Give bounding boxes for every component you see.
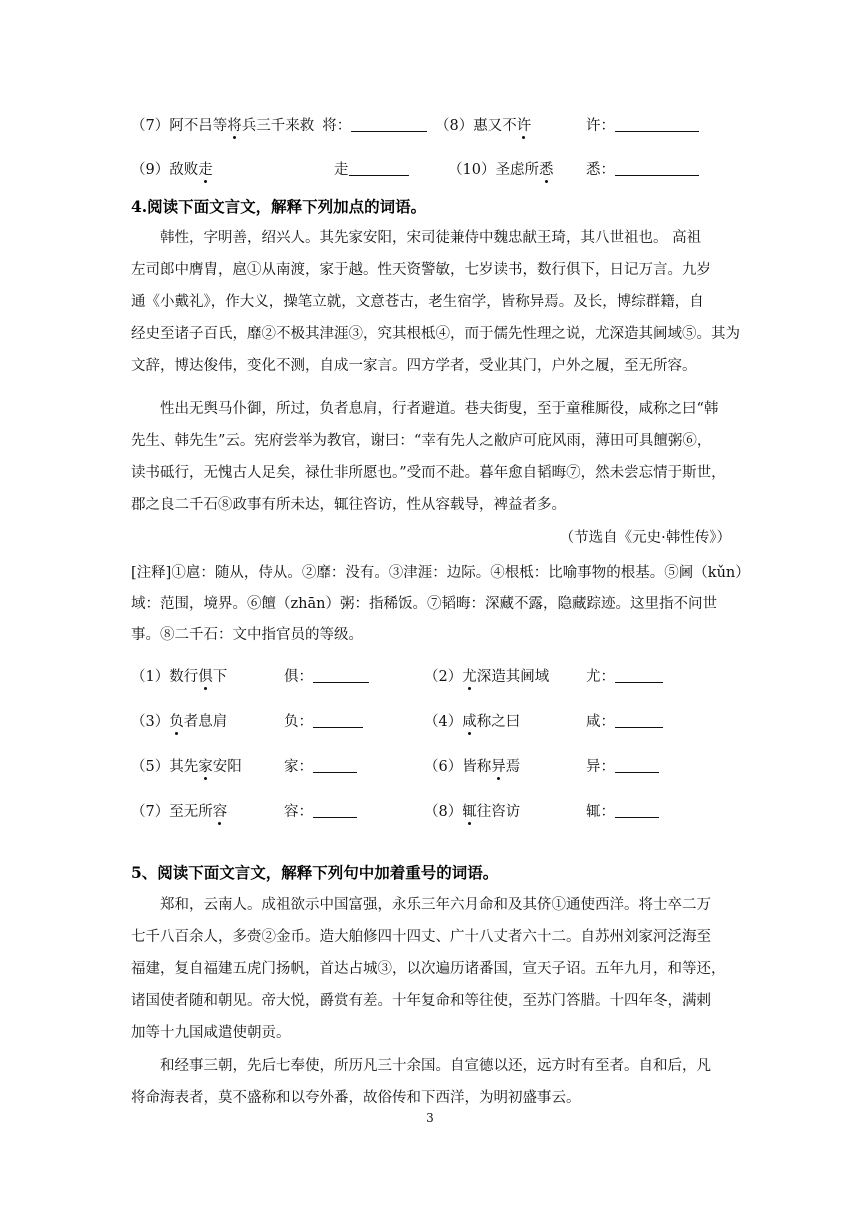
q4-para1-line: 文辞，博达俊伟，变化不测，自成一家言。四方学者，受业其门，户外之履，至无所容。 bbox=[131, 358, 697, 374]
answer-blank[interactable] bbox=[615, 117, 699, 132]
answer-blank[interactable] bbox=[351, 117, 427, 132]
answer-blank[interactable] bbox=[615, 803, 659, 818]
q4-para1-line: 通《小戴礼》，作大义，操笔立就，文意苍古，老生宿学，皆称异焉。及长，博综群籍，自 bbox=[131, 294, 704, 310]
q4-item-8-answer: 辄： bbox=[586, 802, 659, 822]
answer-blank[interactable] bbox=[313, 668, 369, 683]
q4-note-line: 域：范围，境界。⑥饘（zhān）粥：指稀饭。⑦韬晦：深藏不露，隐藏踪迹。这里指不问世 bbox=[131, 596, 717, 612]
q4-item-5: （5）其先家安阳 bbox=[131, 759, 242, 775]
answer-blank[interactable] bbox=[615, 161, 699, 176]
q5-para1-line: 福建，复自福建五虎门扬帆，首达占城③，以次遍历诸番国，宣天子诏。五年九月，和等还， bbox=[131, 961, 726, 977]
q3-item-9-answer: 走 bbox=[334, 160, 409, 180]
q4-item-8: （8）辄往咨访 bbox=[424, 804, 521, 820]
q4-item-2: （2）尤深造其阃域 bbox=[424, 669, 550, 685]
q4-para2-line: 先生、韩先生”云。宪府尝举为教官，谢曰：“幸有先人之敝庐可庇风雨，薄田可具饘粥⑥， bbox=[131, 433, 712, 449]
q3-item-9: （9）敌败走 bbox=[131, 162, 213, 178]
q4-item-7: （7）至无所容 bbox=[131, 804, 228, 820]
q4-note-line: 事。⑧二千石：文中指官员的等级。 bbox=[131, 627, 363, 643]
q3-item-8: （8）惠又不许 bbox=[435, 118, 532, 134]
q5-para1-line: 诸国使者随和朝见。帝大悦，爵赏有差。十年复命和等往使，至苏门答腊。十四年冬，满剌 bbox=[131, 993, 711, 1009]
page-number: 3 bbox=[426, 1111, 434, 1125]
q4-item-4-answer: 咸： bbox=[586, 712, 663, 732]
q4-para1-line: 韩性，字明善，绍兴人。其先家安阳，宋司徒兼侍中魏忠献王琦，其八世祖也。 高祖 bbox=[160, 230, 702, 246]
q3-item-10-answer: 悉： bbox=[586, 160, 699, 180]
q4-item-7-answer: 容： bbox=[284, 802, 357, 822]
q4-item-3: （3）负者息肩 bbox=[131, 714, 228, 730]
q4-source: （节选自《元史·韩性传》） bbox=[559, 530, 731, 546]
q5-para1-line: 郑和，云南人。成祖欲示中国富强，永乐三年六月命和及其侪①通使西洋。将士卒二万 bbox=[160, 897, 711, 913]
answer-blank[interactable] bbox=[313, 803, 357, 818]
q5-para2-line: 将命海表者，莫不盛称和以夸外番，故俗传和下西洋，为明初盛事云。 bbox=[131, 1090, 581, 1106]
q4-item-4: （4）咸称之曰 bbox=[424, 714, 521, 730]
q4-item-1-answer: 俱： bbox=[284, 667, 369, 687]
q4-para1-line: 经史至诸子百氏，靡②不极其津涯③，究其根柢④，而于儒先性理之说，尤深造其阃域⑤。其为 bbox=[131, 326, 740, 342]
q4-para1-line: 左司郎中膺胄，扈①从南渡，家于越。性天资警敏，七岁读书，数行俱下，日记万言。九岁 bbox=[131, 262, 711, 278]
answer-blank[interactable] bbox=[313, 758, 357, 773]
answer-blank[interactable] bbox=[615, 758, 659, 773]
q3-item-7: （7）阿不吕等将兵三千来救 将： bbox=[131, 116, 427, 136]
q4-item-5-answer: 家： bbox=[284, 757, 357, 777]
q3-item-8-answer: 许： bbox=[586, 116, 699, 136]
q5-para1-line: 加等十九国咸遣使朝贡。 bbox=[131, 1025, 291, 1041]
q4-item-3-answer: 负： bbox=[284, 712, 363, 732]
answer-blank[interactable] bbox=[313, 713, 363, 728]
answer-blank[interactable] bbox=[615, 668, 663, 683]
q4-note-line: [注释]①扈：随从，侍从。②靡：没有。③津涯：边际。④根柢：比喻事物的根基。⑤阃（kǔn） bbox=[131, 565, 750, 581]
q4-heading: 4.阅读下面文言文，解释下列加点的词语。 bbox=[131, 197, 427, 216]
q4-para2-line: 郡之良二千石⑧政事有所未达，辄往咨访，性从容载导，裨益者多。 bbox=[131, 497, 566, 513]
q4-item-6-answer: 异： bbox=[586, 757, 659, 777]
q4-item-1: （1）数行俱下 bbox=[131, 669, 228, 685]
q3-item-10: （10）圣虑所悉 bbox=[448, 162, 554, 178]
answer-blank[interactable] bbox=[349, 161, 409, 176]
q5-heading: 5、阅读下面文言文，解释下列句中加着重号的词语。 bbox=[131, 863, 499, 882]
q5-para1-line: 七千八百余人，多赍②金币。造大舶修四十四丈、广十八丈者六十二。自苏州刘家河泛海至 bbox=[131, 929, 711, 945]
q4-para2-line: 性出无舆马仆御，所过，负者息肩，行者避道。巷夫街叟，至于童稚厮役，咸称之曰“韩 bbox=[160, 401, 719, 417]
q4-para2-line: 读书砥行，无愧古人足矣，禄仕非所愿也。”受而不赴。暮年愈自韬晦⑦，然未尝忘情于斯世， bbox=[131, 465, 726, 481]
q4-item-6: （6）皆称异焉 bbox=[424, 759, 521, 775]
answer-blank[interactable] bbox=[615, 713, 663, 728]
q4-item-2-answer: 尤： bbox=[586, 667, 663, 687]
q5-para2-line: 和经事三朝，先后七奉使，所历凡三十余国。自宣德以还，远方时有至者。自和后，凡 bbox=[160, 1058, 711, 1074]
